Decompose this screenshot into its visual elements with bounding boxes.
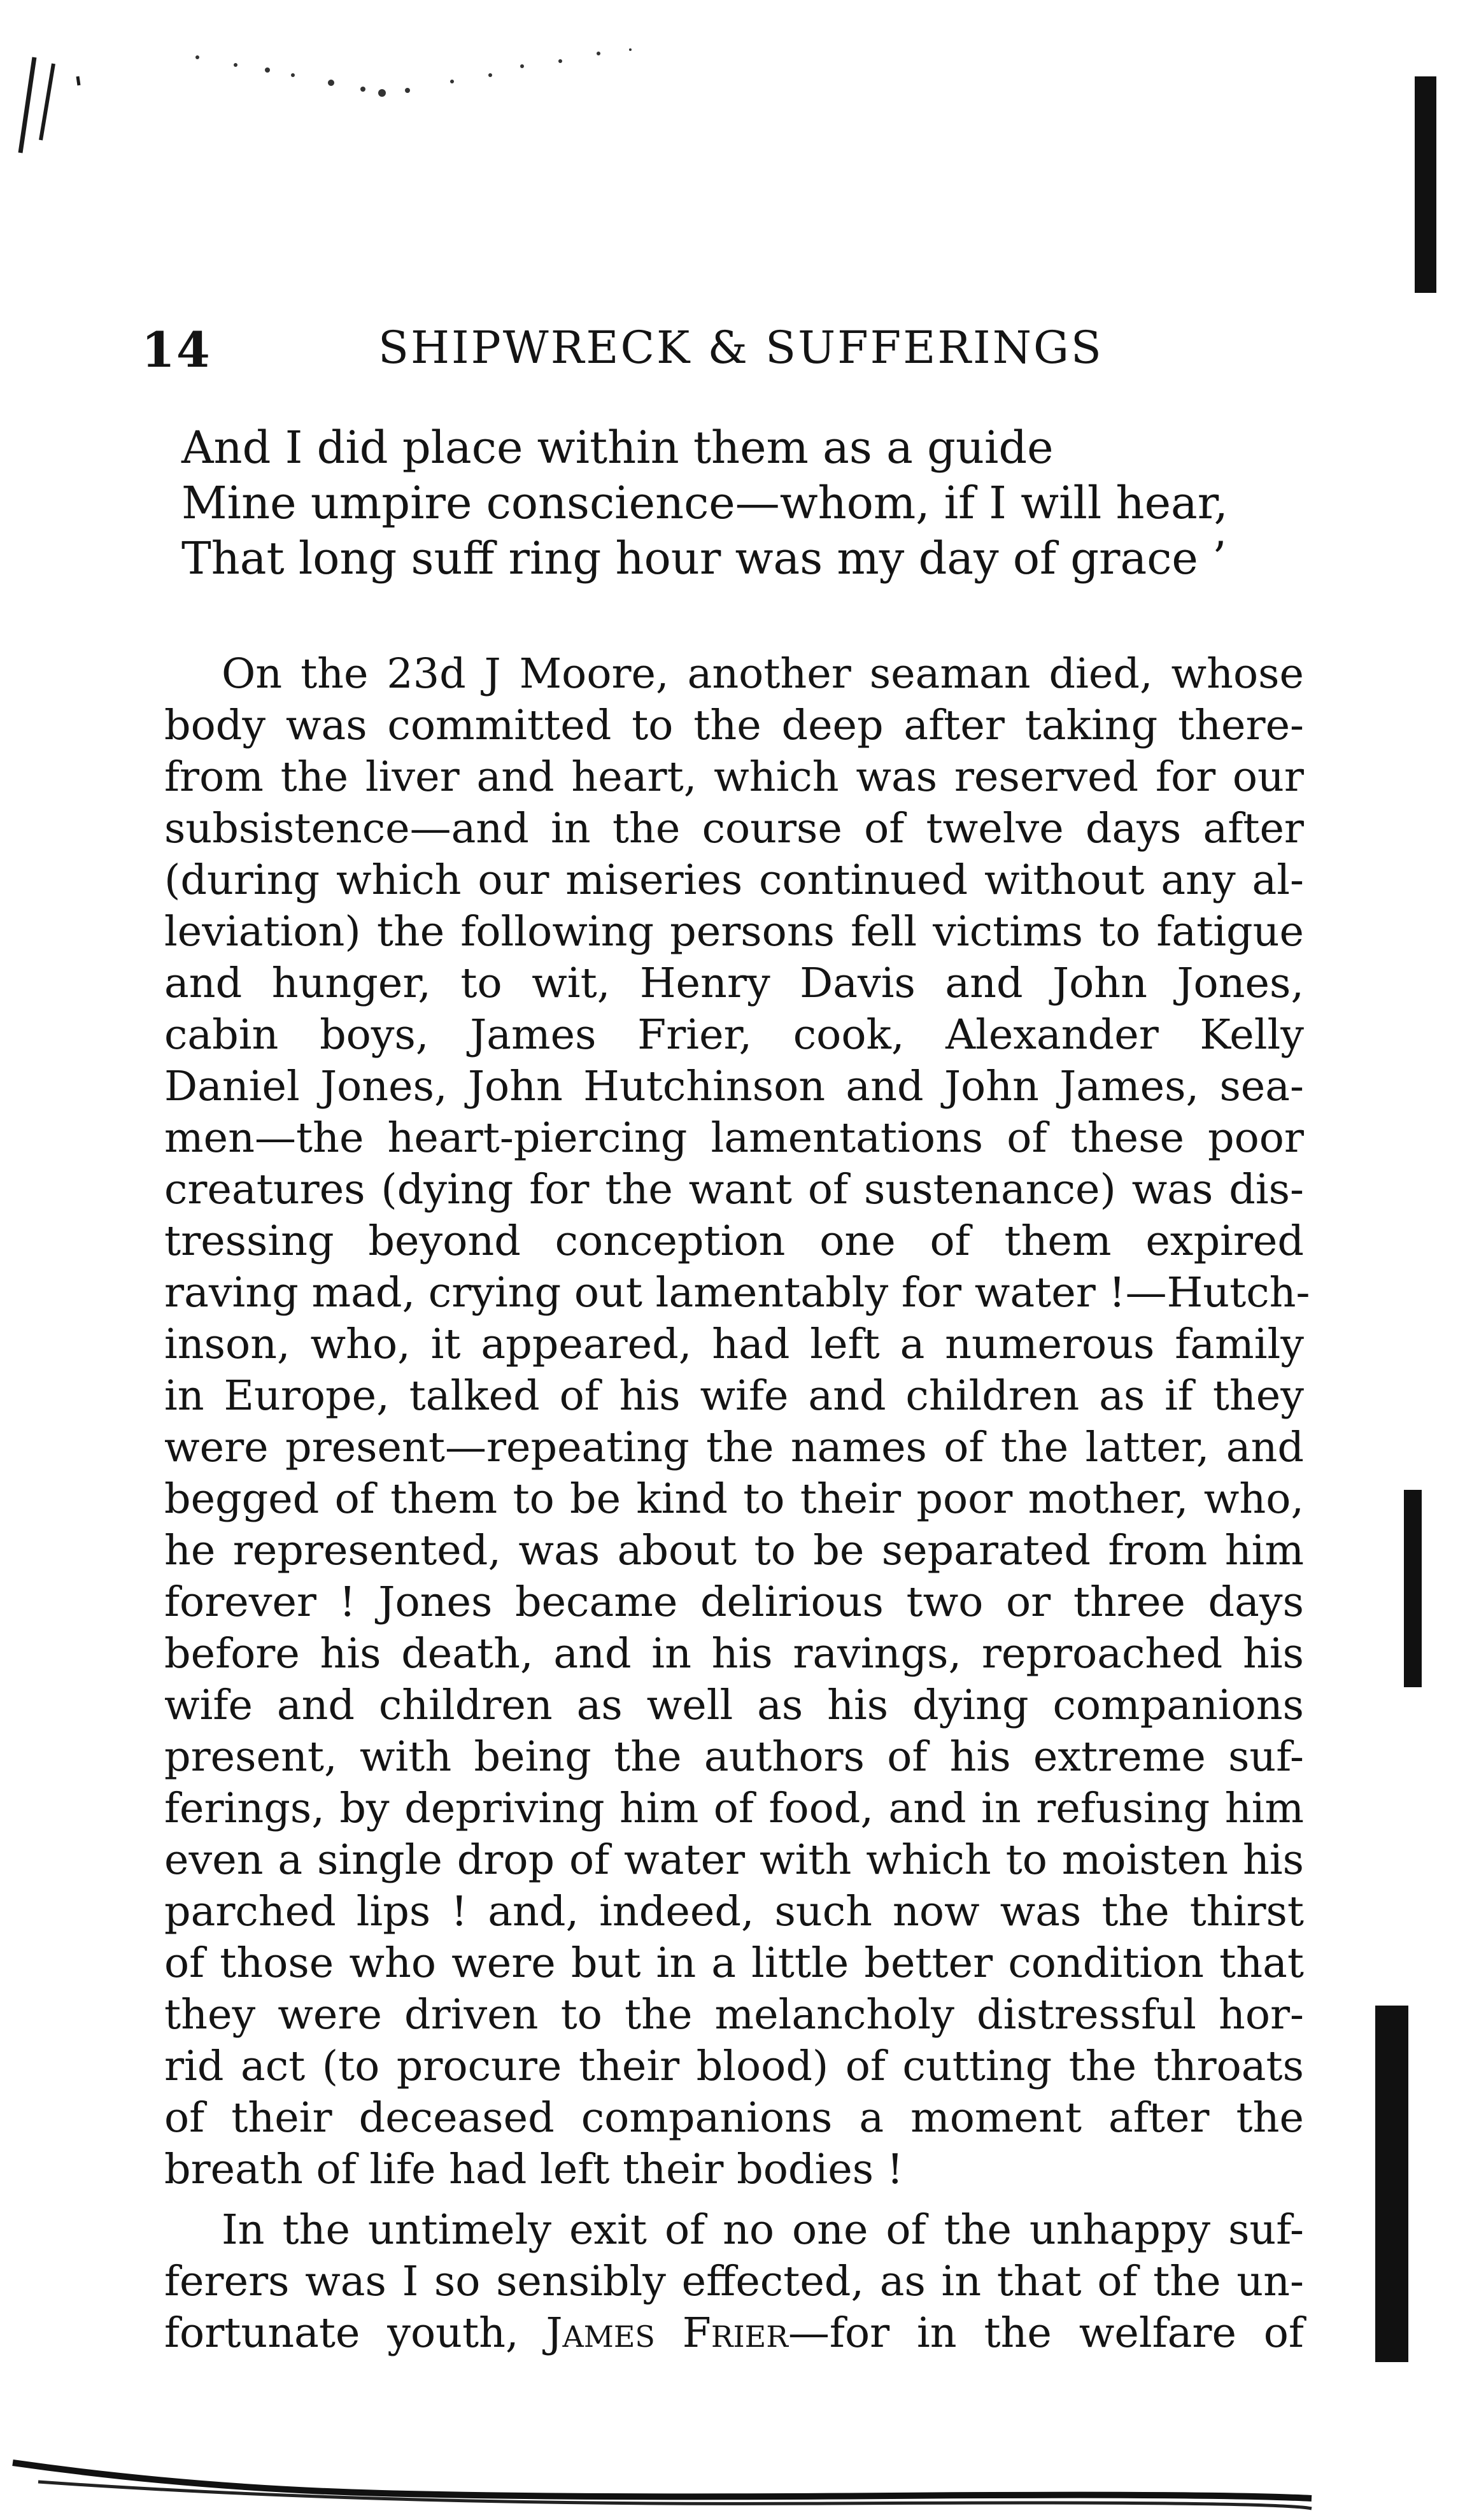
corner-pen-mark (9, 51, 104, 159)
person-name: James Frier (546, 2309, 788, 2357)
text-line: begged of them to be kind to their poor mother, who, (164, 1475, 1304, 1523)
poem-line: That long suff ring hour was my day of grace ’ (181, 532, 1227, 584)
text-line: rid act (to procure their blood) of cutting the throats (164, 2042, 1304, 2090)
text-line: and hunger, to wit, Henry Davis and John Jones, (164, 959, 1304, 1007)
text-line: before his death, and in his ravings, reproached his (164, 1630, 1304, 1678)
paragraph (164, 2204, 1304, 2359)
text-line: cabin boys, James Frier, cook, Alexander Kelly (164, 1011, 1304, 1059)
bottom-scan-edge (0, 2437, 1458, 2520)
text-line: breath of life had left their bodies ! (164, 2146, 903, 2193)
text-fragment: fortunate youth, (164, 2309, 546, 2357)
text-line: On the 23d J Moore, another seaman died, whose (222, 650, 1304, 698)
text-line: present, with being the authors of his extreme suf- (164, 1733, 1304, 1781)
text-line: in Europe, talked of his wife and children as if they (164, 1372, 1304, 1420)
text-line: forever ! Jones became delirious two or three days (164, 1578, 1304, 1626)
text-line: of those who were but in a little better condition that (164, 1939, 1304, 1987)
text-line: leviation) the following persons fell victims to fatigue (164, 908, 1304, 956)
text-line: from the liver and heart, which was reserved for our (164, 753, 1304, 801)
text-line: subsistence—and in the course of twelve days after (164, 805, 1304, 853)
page-number: 14 (141, 322, 211, 378)
text-line: In the untimely exit of no one of the unhappy suf- (222, 2206, 1304, 2254)
text-line: tressing beyond conception one of them expired (164, 1217, 1304, 1265)
right-margin-scan-bar (1375, 2006, 1408, 2362)
right-margin-scan-bar (1415, 76, 1436, 293)
text-line: creatures (dying for the want of sustenance) was dis- (164, 1166, 1304, 1214)
text-line (164, 2307, 1304, 2359)
text-line: he represented, was about to be separated from him (164, 1527, 1304, 1575)
text-line: ferings, by depriving him of food, and in refusing him (164, 1785, 1304, 1832)
text-line: Daniel Jones, John Hutchinson and John James, sea- (164, 1063, 1304, 1110)
page-header (141, 322, 1300, 392)
text-line: they were driven to the melancholy distressful hor- (164, 1991, 1304, 2039)
text-line: ferers was I so sensibly effected, as in that of the un- (164, 2258, 1304, 2305)
top-scan-speckle (159, 38, 656, 115)
text-line: inson, who, it appeared, had left a numerous family (164, 1320, 1304, 1368)
paragraph (164, 648, 1310, 2195)
text-fragment: —for in the welfare of (788, 2309, 1304, 2357)
text-line: raving mad, crying out lamentably for water !—Hutch- (164, 1269, 1310, 1317)
text-line: men—the heart-piercing lamentations of these poor (164, 1114, 1304, 1162)
text-line: body was committed to the deep after taking there- (164, 702, 1304, 749)
poem-line: And I did place within them as a guide (181, 421, 1054, 474)
right-margin-scan-bar (1404, 1490, 1422, 1687)
text-line: even a single drop of water with which to moisten his (164, 1836, 1304, 1884)
text-line: parched lips ! and, indeed, such now was the thirst (164, 1888, 1304, 1936)
text-line: were present—repeating the names of the latter, and (164, 1424, 1304, 1471)
poem-line: Mine umpire conscience—whom, if I will hear, (181, 477, 1228, 529)
text-line: (during which our miseries continued without any al- (164, 856, 1304, 904)
text-line: wife and children as well as his dying companions (164, 1681, 1304, 1729)
text-line: of their deceased companions a moment after the (164, 2094, 1304, 2142)
running-title: SHIPWRECK & SUFFERINGS (378, 322, 1103, 374)
body-text (164, 648, 1310, 2359)
poem-excerpt (181, 420, 1315, 586)
